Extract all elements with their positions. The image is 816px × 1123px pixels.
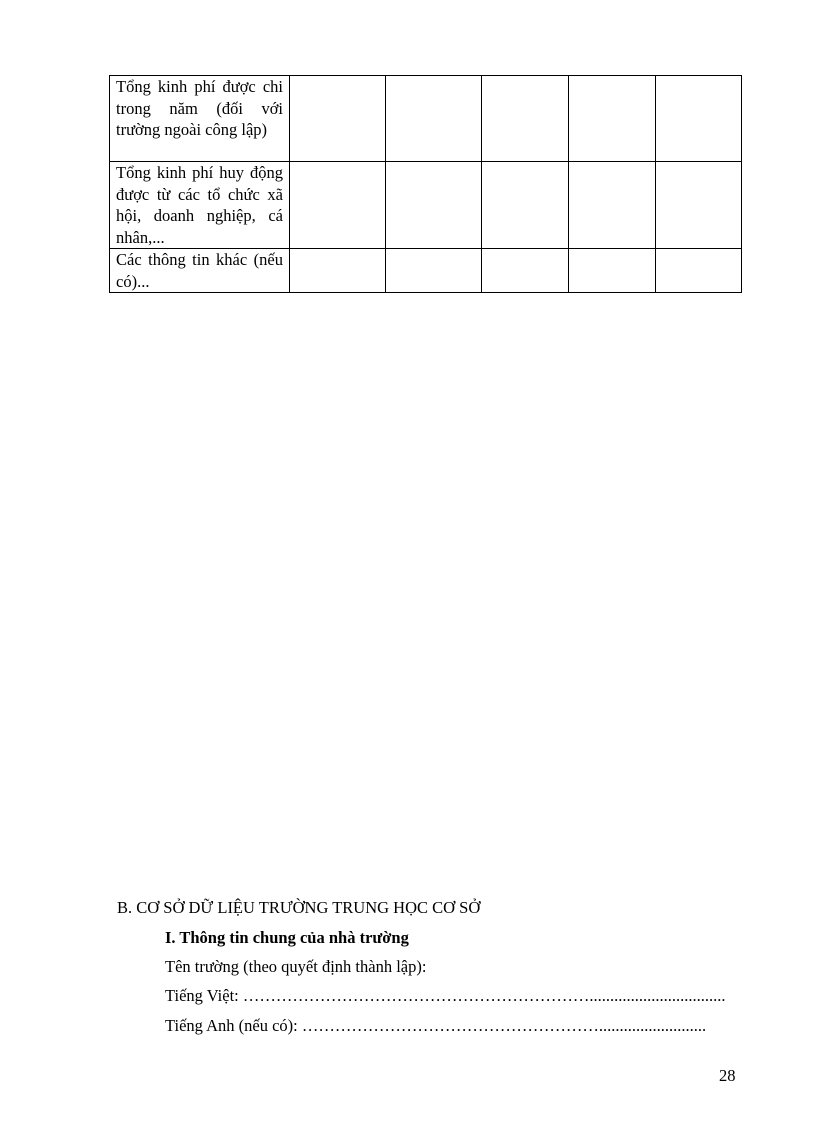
table-cell	[482, 162, 569, 249]
vietnamese-name-line: Tiếng Việt: ……………………………………………………….................................	[165, 986, 726, 1005]
row-label: Các thông tin khác (nếu có)...	[110, 249, 290, 293]
table-cell	[482, 249, 569, 293]
table-cell	[290, 249, 386, 293]
page-number: 28	[719, 1066, 736, 1085]
english-name-line: Tiếng Anh (nếu có): ………………………………………………..........................	[165, 1016, 707, 1035]
table-cell	[386, 249, 482, 293]
table-cell	[386, 162, 482, 249]
table-row	[110, 249, 742, 293]
table-cell	[656, 76, 742, 162]
table-cell	[482, 76, 569, 162]
table-cell	[656, 249, 742, 293]
row-label: Tổng kinh phí được chi trong năm (đối với trường ngoài công lập)	[110, 76, 290, 162]
table-cell	[290, 162, 386, 249]
table-cell	[386, 76, 482, 162]
row-label: Tổng kinh phí huy động được từ các tổ chức xã hội, doanh nghiệp, cá nhân,...	[110, 162, 290, 249]
table-row	[110, 76, 742, 162]
table-row	[110, 162, 742, 249]
table-cell	[290, 76, 386, 162]
school-name-label: Tên trường (theo quyết định thành lập):	[165, 957, 427, 976]
table-cell	[569, 76, 656, 162]
table-cell	[656, 162, 742, 249]
funding-table	[109, 75, 742, 293]
table-cell	[569, 249, 656, 293]
subsection-heading: I. Thông tin chung của nhà trường	[165, 928, 409, 947]
table-cell	[569, 162, 656, 249]
section-heading: B. CƠ SỞ DỮ LIỆU TRƯỜNG TRUNG HỌC CƠ SỞ	[117, 898, 481, 917]
